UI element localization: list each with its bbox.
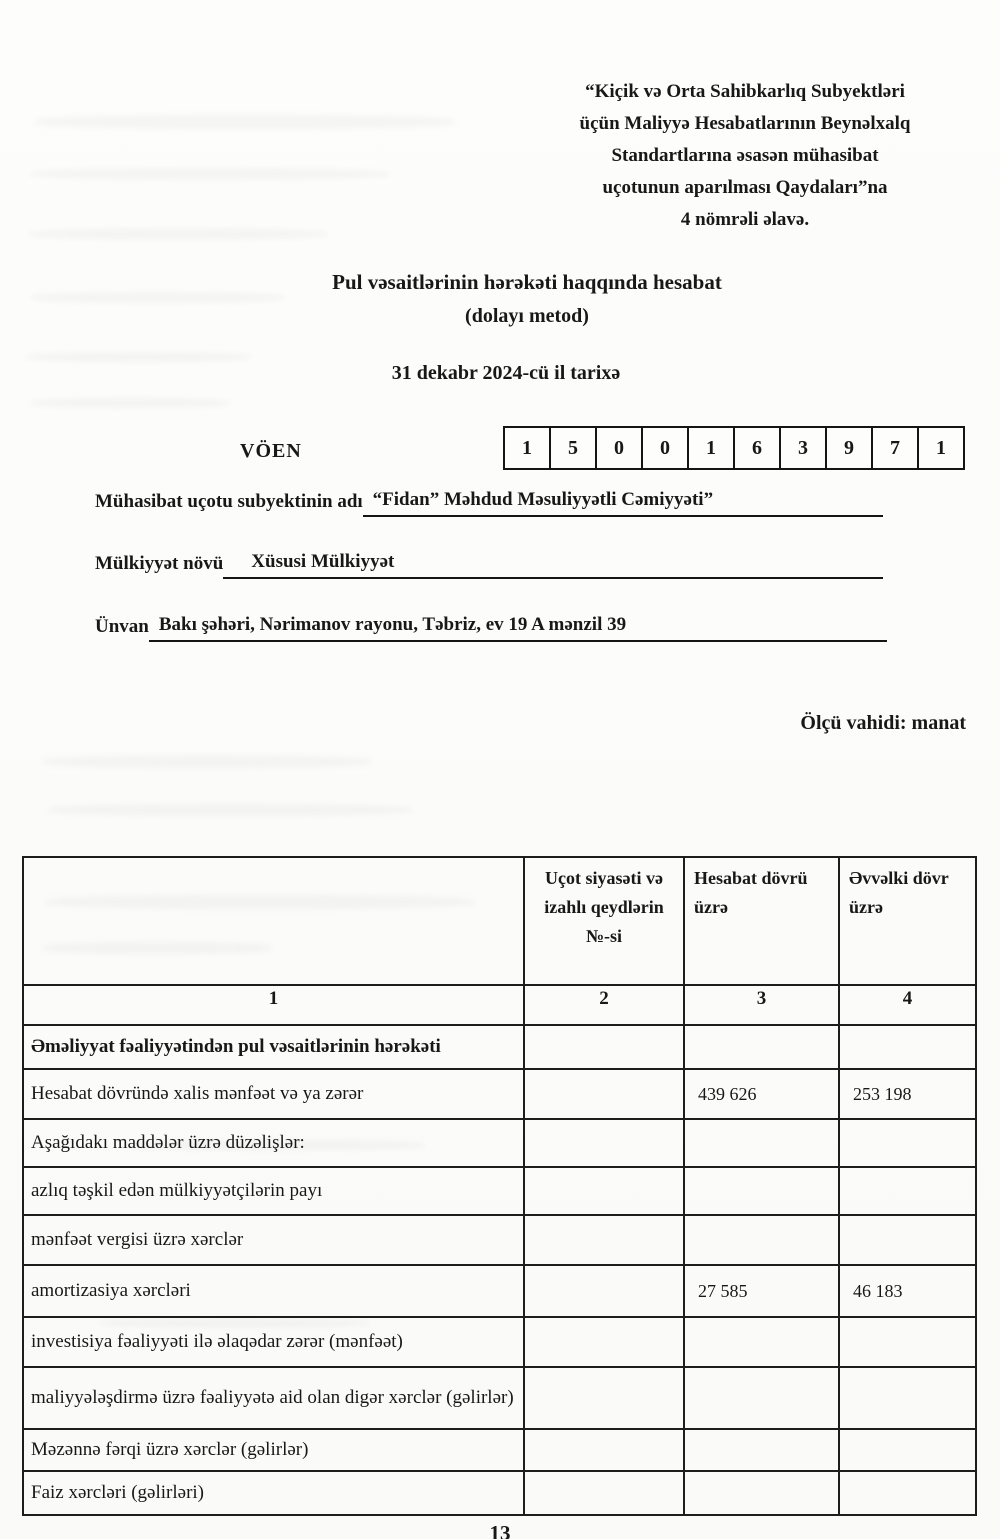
table-header-row — [23, 857, 976, 985]
address-value: Bakı şəhəri, Nərimanov rayonu, Təbriz, ev 19 A mənzil 39 — [149, 614, 887, 642]
notes-cell — [524, 1471, 684, 1515]
notes-cell — [524, 1265, 684, 1317]
current-period-cell — [684, 1367, 839, 1429]
previous-period-cell — [839, 1119, 976, 1167]
voen-digit-cell: 0 — [595, 426, 643, 470]
column-number: 4 — [839, 985, 976, 1025]
voen-digit-cell: 1 — [917, 426, 965, 470]
notes-cell — [524, 1069, 684, 1119]
report-title: Pul vəsaitlərinin hərəkəti haqqında hesabat — [332, 270, 722, 294]
row-label-cell: Aşağıdakı maddələr üzrə düzəlişlər: — [23, 1119, 524, 1167]
current-period-cell — [684, 1167, 839, 1215]
appendix-note — [502, 76, 988, 236]
previous-period-cell — [839, 1317, 976, 1367]
table-row — [23, 1025, 976, 1069]
row-label-cell: investisiya fəaliyyəti ilə əlaqədar zərər (mənfəət) — [23, 1317, 524, 1367]
current-period-cell — [684, 1119, 839, 1167]
table-row — [23, 1215, 976, 1265]
row-label-cell: maliyyələşdirmə üzrə fəaliyyətə aid olan digər xərclər (gəlirlər) — [23, 1367, 524, 1429]
current-period-value: 27 585 — [698, 1280, 748, 1301]
entity-name-value: “Fidan” Məhdud Məsuliyyətli Cəmiyyəti” — [363, 489, 883, 517]
voen-digit-cell: 3 — [779, 426, 827, 470]
row-label-cell: Məzənnə fərqi üzrə xərclər (gəlirlər) — [23, 1429, 524, 1471]
row-label-cell: mənfəət vergisi üzrə xərclər — [23, 1215, 524, 1265]
header-notes-cell: Uçot siyasəti və izahlı qeydlərin №-si — [524, 857, 684, 985]
previous-period-value: 253 198 — [853, 1083, 912, 1104]
header-previous-period-cell: Əvvəlki dövr üzrə — [839, 857, 976, 985]
table-row — [23, 1471, 976, 1515]
previous-period-cell — [839, 1069, 976, 1119]
current-period-cell — [684, 1317, 839, 1367]
cash-flow-table — [22, 856, 977, 1516]
ownership-type-label: Mülkiyyət növü — [95, 553, 224, 574]
appendix-note-line: uçotunun aparılması Qaydaları”na — [602, 177, 888, 198]
report-subtitle: (dolayı metod) — [465, 305, 589, 327]
row-label-cell: Faiz xərcləri (gəlirləri) — [23, 1471, 524, 1515]
previous-period-value: 46 183 — [853, 1280, 903, 1301]
scan-artifact — [42, 756, 372, 768]
voen-digit-cell: 1 — [503, 426, 551, 470]
report-date: 31 dekabr 2024-cü il tarixə — [391, 362, 621, 384]
voen-digit-cell: 7 — [871, 426, 919, 470]
voen-digit-cell: 6 — [733, 426, 781, 470]
previous-period-cell — [839, 1265, 976, 1317]
table-row — [23, 1167, 976, 1215]
table-row — [23, 1367, 976, 1429]
column-number: 1 — [23, 985, 524, 1025]
ownership-type-field — [95, 551, 883, 579]
appendix-note-line: “Kiçik və Orta Sahibkarlıq Subyektləri — [585, 81, 905, 102]
notes-cell — [524, 1167, 684, 1215]
header-items-cell — [23, 857, 524, 985]
previous-period-cell — [839, 1167, 976, 1215]
notes-cell — [524, 1119, 684, 1167]
current-period-cell — [684, 1069, 839, 1119]
column-number: 3 — [684, 985, 839, 1025]
column-number: 2 — [524, 985, 684, 1025]
appendix-note-line: üçün Maliyyə Hesabatlarının Beynəlxalq — [579, 113, 911, 134]
current-period-cell — [684, 1471, 839, 1515]
current-period-cell — [684, 1215, 839, 1265]
voen-digit-cell: 1 — [687, 426, 735, 470]
appendix-note-line: 4 nömrəli əlavə. — [680, 209, 810, 230]
table-row — [23, 1119, 976, 1167]
header-current-period-cell: Hesabat dövrü üzrə — [684, 857, 839, 985]
previous-period-cell — [839, 1367, 976, 1429]
table-row — [23, 1069, 976, 1119]
row-label-cell: amortizasiya xərcləri — [23, 1265, 524, 1317]
current-period-cell — [684, 1025, 839, 1069]
appendix-note-line: Standartlarına əsasən mühasibat — [611, 145, 879, 166]
row-label-cell: azlıq təşkil edən mülkiyyətçilərin payı — [23, 1167, 524, 1215]
scan-artifact — [48, 804, 413, 816]
current-period-value: 439 626 — [698, 1083, 757, 1104]
row-label-cell: Əməliyyat fəaliyyətindən pul vəsaitlərinin hərəkəti — [23, 1025, 524, 1069]
table-row — [23, 1317, 976, 1367]
table-row — [23, 1429, 976, 1471]
voen-digit-boxes — [503, 426, 965, 470]
voen-digit-cell: 5 — [549, 426, 597, 470]
table-row — [23, 1265, 976, 1317]
unit-of-measure-note: Ölçü vahidi: manat — [800, 712, 966, 734]
scan-artifact — [30, 168, 390, 180]
previous-period-cell — [839, 1215, 976, 1265]
previous-period-cell — [839, 1471, 976, 1515]
ownership-type-value: Xüsusi Mülkiyyət — [223, 551, 883, 579]
previous-period-cell — [839, 1429, 976, 1471]
notes-cell — [524, 1317, 684, 1367]
scan-artifact — [35, 115, 455, 129]
address-field — [95, 614, 887, 642]
current-period-cell — [684, 1265, 839, 1317]
notes-cell — [524, 1367, 684, 1429]
scan-artifact — [28, 228, 328, 240]
voen-digit-cell: 0 — [641, 426, 689, 470]
scan-artifact — [26, 352, 251, 362]
page-number: 13 — [489, 1521, 511, 1539]
scan-artifact — [30, 398, 230, 408]
notes-cell — [524, 1429, 684, 1471]
row-label-cell: Hesabat dövründə xalis mənfəət və ya zərər — [23, 1069, 524, 1119]
notes-cell — [524, 1215, 684, 1265]
notes-cell — [524, 1025, 684, 1069]
current-period-cell — [684, 1429, 839, 1471]
previous-period-cell — [839, 1025, 976, 1069]
address-label: Ünvan — [95, 616, 149, 637]
entity-name-field — [95, 489, 883, 517]
entity-name-label: Mühasibat uçotu subyektinin adı — [95, 491, 363, 512]
column-numbers-row — [23, 985, 976, 1025]
voen-label: VÖEN — [240, 440, 302, 462]
voen-digit-cell: 9 — [825, 426, 873, 470]
